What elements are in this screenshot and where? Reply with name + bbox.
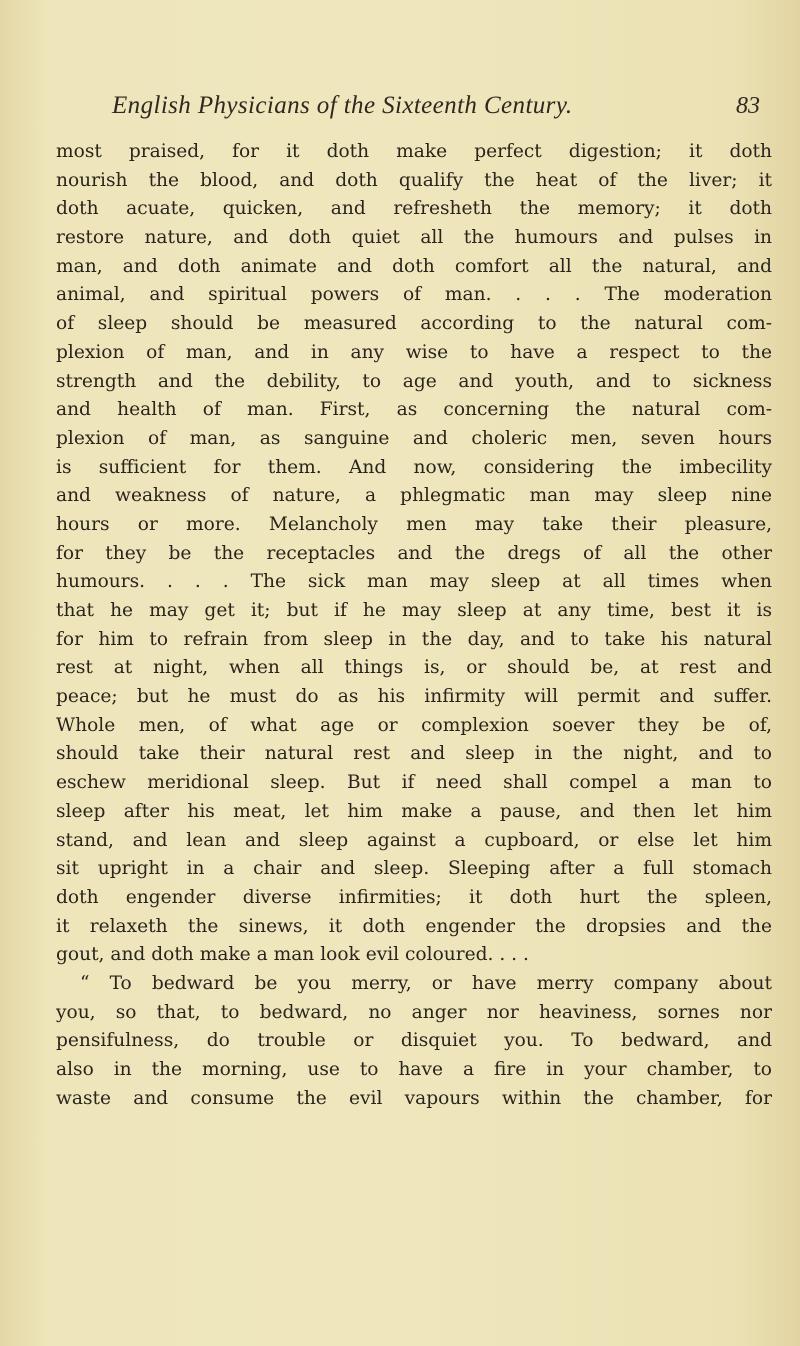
text-line: plexion of man, and in any wise to have a respect to the xyxy=(56,341,772,363)
running-title: English Physicians of the Sixteenth Century. xyxy=(112,92,573,119)
text-line: eschew meridional sleep. But if need shall compel a man to xyxy=(56,772,772,794)
text-line: peace; but he must do as his infirmity will permit and suffer. xyxy=(56,686,772,708)
page-header xyxy=(0,92,800,132)
text-line: man, and doth animate and doth comfort all the natural, and xyxy=(56,255,772,277)
text-line: you, so that, to bedward, no anger nor heaviness, sornes nor xyxy=(56,1001,772,1023)
text-line: sit upright in a chair and sleep. Sleeping after a full stomach xyxy=(56,858,772,880)
text-line: “ To bedward be you merry, or have merry company about xyxy=(80,972,772,994)
text-line: gout, and doth make a man look evil coloured. . . . xyxy=(56,944,529,966)
text-line: most praised, for it doth make perfect digestion; it doth xyxy=(56,141,772,162)
text-line: stand, and lean and sleep against a cupboard, or else let him xyxy=(56,829,772,851)
text-line: of sleep should be measured according to the natural com- xyxy=(56,313,772,335)
text-line: pensifulness, do trouble or disquiet you. To bedward, and xyxy=(56,1030,772,1052)
text-line: doth engender diverse infirmities; it doth hurt the spleen, xyxy=(56,886,772,908)
text-line: it relaxeth the sinews, it doth engender the dropsies and the xyxy=(56,915,772,937)
text-line: nourish the blood, and doth qualify the heat of the liver; it xyxy=(56,169,772,191)
text-line: that he may get it; but if he may sleep at any time, best it is xyxy=(56,600,772,621)
text-line: sleep after his meat, let him make a pause, and then let him xyxy=(56,800,772,822)
text-line: Whole men, of what age or complexion soever they be of, xyxy=(56,714,772,736)
text-line: should take their natural rest and sleep in the night, and to xyxy=(56,743,772,765)
text-line: plexion of man, as sanguine and choleric men, seven hours xyxy=(56,427,772,449)
text-line: waste and consume the evil vapours within the chamber, for xyxy=(56,1087,772,1109)
text-line: animal, and spiritual powers of man. . . . The moderation xyxy=(56,284,772,306)
text-line: for they be the receptacles and the dregs of all the other xyxy=(56,542,772,564)
text-line: humours. . . . The sick man may sleep at all times when xyxy=(56,571,772,593)
text-line: doth acuate, quicken, and refresheth the memory; it doth xyxy=(56,198,772,220)
text-line: also in the morning, use to have a fire in your chamber, to xyxy=(56,1059,772,1080)
page-number: 83 xyxy=(736,93,760,119)
text-line: and weakness of nature, a phlegmatic man may sleep nine xyxy=(56,485,772,507)
text-line: restore nature, and doth quiet all the humours and pulses in xyxy=(56,227,772,249)
body-text xyxy=(56,138,772,1113)
text-line: strength and the debility, to age and youth, and to sickness xyxy=(56,370,772,392)
text-line: and health of man. First, as concerning the natural com- xyxy=(56,399,772,421)
text-line: hours or more. Melancholy men may take their pleasure, xyxy=(56,513,772,535)
text-line: is sufficient for them. And now, considering the imbecility xyxy=(56,456,772,478)
text-line: for him to refrain from sleep in the day, and to take his natural xyxy=(56,628,772,650)
text-line: rest at night, when all things is, or should be, at rest and xyxy=(56,657,772,679)
